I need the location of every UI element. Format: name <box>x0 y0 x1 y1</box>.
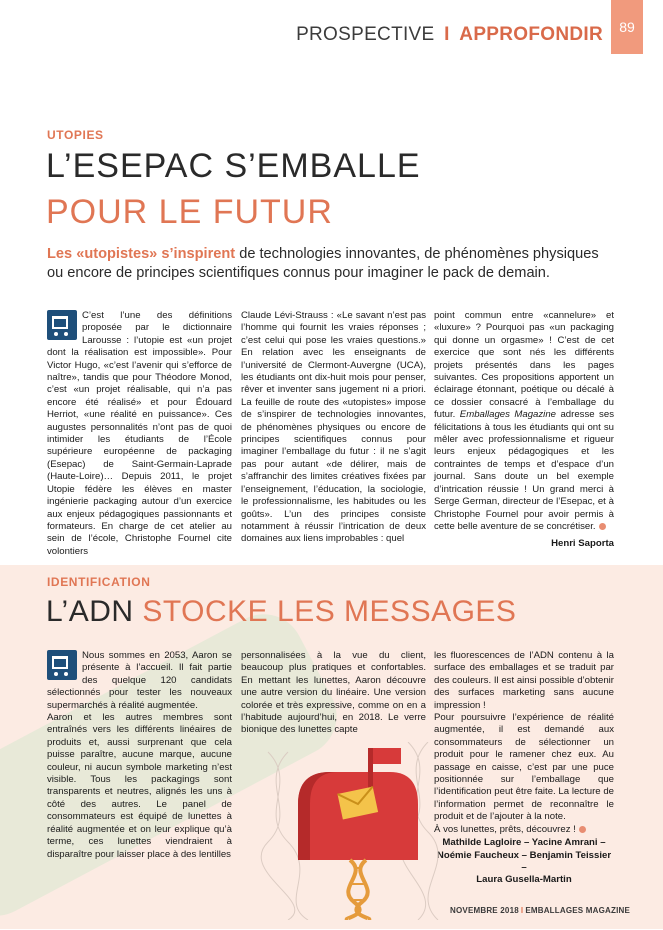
article2-title <box>46 594 516 630</box>
end-dot-icon <box>579 826 586 833</box>
lead-rest: de technologies innovantes, de phénomènes physiques ou encore de principes scientifiques connus pour imaginer le pack de demain. <box>47 246 599 281</box>
footer-date: NOVEMBRE 2018 <box>450 906 519 915</box>
magazine-name: Emballages Magazine <box>459 409 556 421</box>
running-header <box>296 24 603 46</box>
authors-line-2: Noémie Faucheux – Benjamin Teissier – <box>436 849 612 873</box>
dna-helix-icon <box>347 860 370 920</box>
title-accent: STOCKE LES MESSAGES <box>142 595 517 628</box>
page-footer <box>440 906 630 915</box>
shopping-cart-icon <box>47 650 77 680</box>
footer-magazine: EMBALLAGES MAGAZINE <box>525 906 630 915</box>
article1-title-line1: L’ESEPAC S’EMBALLE <box>46 147 421 185</box>
shopping-cart-icon <box>47 310 77 340</box>
article2-col3-p3 <box>434 824 614 836</box>
authors-line-1: Mathilde Lagloire – Yacine Amrani – <box>442 837 606 849</box>
col3-text-a: point commun entre «cannelure» et «luxure» ? Pourquoi pas «un packaging qui donne un orgasme» ! C’est de cet exercice que sont nés les différents projets présentés dans les pages suivantes. Ces propositions apportent un éclairage étonnant, poétique ou décalé à ce dossier consacré à l’emballage du futur. <box>434 310 614 421</box>
article1-signature: Henri Saporta <box>551 538 614 549</box>
article1-col1-text: C’est l’une des définitions proposée par le dictionnaire Larousse : l’utopie est «un projet dont la réalisation est impossible». Pour Victor Hugo, «c’est l’avenir qui s’efforce de naître», tandis que pour Théodore Monod, c’est «un projet réalisable, qui n’a pas encore été réalisé» et pour Édouard Herriot, «une réalité en puissance». Ces augustes personnalités n’ont pas de quoi intimider les étudiants de l’École supérieure européenne de packaging (Esepac) de Saint-Germain-Laprade (Haute-Loire)… Depuis 2011, le projet Utopie fédère les élèves en master ingénierie packaging autour d’un exercice aux enjeux pédagogiques passionnants et formateurs. En charge de cet atelier au sein de l’école, Christophe Fournel cite volontiers <box>47 310 232 557</box>
article2-col3-p1: les fluorescences de l’ADN contenu à la surface des emballages et se traduit par des couleurs. Il est ainsi possible d’obtenir des surfaces marketing sans aucune impression ! <box>434 650 614 711</box>
article2-col1-text: Nous sommes en 2053, Aaron se présente à l’accueil. Il fait partie des quelque 120 candidats sélectionnés pour tester les nouveaux supermarchés à réalité augmentée. <box>47 650 232 711</box>
section-label: PROSPECTIVE <box>296 24 435 45</box>
authors-line-3: Laura Gusella-Martin <box>476 874 572 886</box>
lead-highlight: Les «utopistes» s’inspirent <box>47 246 236 262</box>
article1-column-2 <box>241 310 426 546</box>
article1-col2-text: Claude Lévi-Strauss : «Le savant n’est pas l’homme qui fournit les vraies réponses ; c’est celui qui pose les vraies questions.» En relation avec les enseignants de l’université de Clermont-Auvergne (UCA), les étudiants ont dix-huit mois pour penser, rêver et inventer sans jugement ni a priori. La feuille de route des «utopistes» impose de s’inspirer de technologies innovantes, de phénomènes physiques ou encore de principes scientifiques connus pour imaginer l’emballage du futur : il ne s’agit pas pour autant «de délirer, mais de s’affranchir des limites créatives fixées par l’enseignement, l’éducation, la sociologie, le professionnalisme, les habitudes ou les goûts». L’un des principes consiste notamment à réussir l’intrication de deux domaines aux liens improbables : quel <box>241 310 426 545</box>
article2-authors <box>434 837 614 887</box>
article2-col1-text-2: Aaron et les autres membres sont entraînés vers les différents linéaires de produits et, aussi surprenant que cela puisse paraître, aucune marque, aucune couleur, ni aucun symbole marketing n’est visible. Tous les packagings sont transparents et neutres, alignés les uns à côté des autres. Le panel de consommateurs est équipé de lunettes à réalité augmentée et on leur explique qu’à terme, ces lunettes viendraient à disparaître pour laisser place à des lentilles <box>47 712 232 860</box>
article1-kicker: UTOPIES <box>47 128 104 142</box>
article1-column-3 <box>434 310 614 533</box>
article2-column-2 <box>241 650 426 737</box>
article1-column-1 <box>47 310 232 558</box>
footer-separator: I <box>520 906 524 915</box>
end-dot-icon <box>599 523 606 530</box>
header-separator: I <box>444 24 450 45</box>
subsection-label: APPROFONDIR <box>459 24 603 45</box>
article2-column-1 <box>47 650 232 861</box>
article2-kicker: IDENTIFICATION <box>47 575 151 589</box>
article2-column-3 <box>434 650 614 887</box>
closing-line: À vos lunettes, prêts, découvrez ! <box>434 823 576 835</box>
mailbox-dna-illustration <box>258 742 446 920</box>
article1-col3-text <box>434 310 614 533</box>
article2-col3-p2: Pour poursuivre l’expérience de réalité augmentée, il est demandé aux consommateurs de sélectionner un produit pour le ramener chez eux. Au passage en caisse, c’est par une puce positionnée sur l’emballage que l’identification peut être faite. La lecture de l’information permet de reconnaître le produit et de l’ajouter à la note. <box>434 712 614 823</box>
article2-col2-text: personnalisées à la vue du client, beaucoup plus pratiques et confortables. En mettant les lunettes, Aaron découvre une autre version du linéaire. Une version colorée et très expressive, comme on en a l’habitude aujourd’hui, en 2018. Le verre bionique des lunettes capte <box>241 650 426 736</box>
mailbox-icon <box>298 748 418 860</box>
article1-lead <box>47 245 607 283</box>
page-number: 89 <box>611 0 643 54</box>
article1-title-line2: POUR LE FUTUR <box>46 193 333 231</box>
col3-text-b: adresse ses félicitations à tous les étudiants qui ont su mêler avec professionnalisme et rigueur leurs enjeux pédagogiques et les contraintes de temps et d’espace d’un journal. Sans doute un bel exemple d’intrication réussie ! Un grand merci à Serge German, directeur de l’Esepac, et à Christophe Fournel pour avoir permis à cette belle aventure de se concrétiser. <box>434 409 614 532</box>
title-plain: L’ADN <box>46 595 143 628</box>
